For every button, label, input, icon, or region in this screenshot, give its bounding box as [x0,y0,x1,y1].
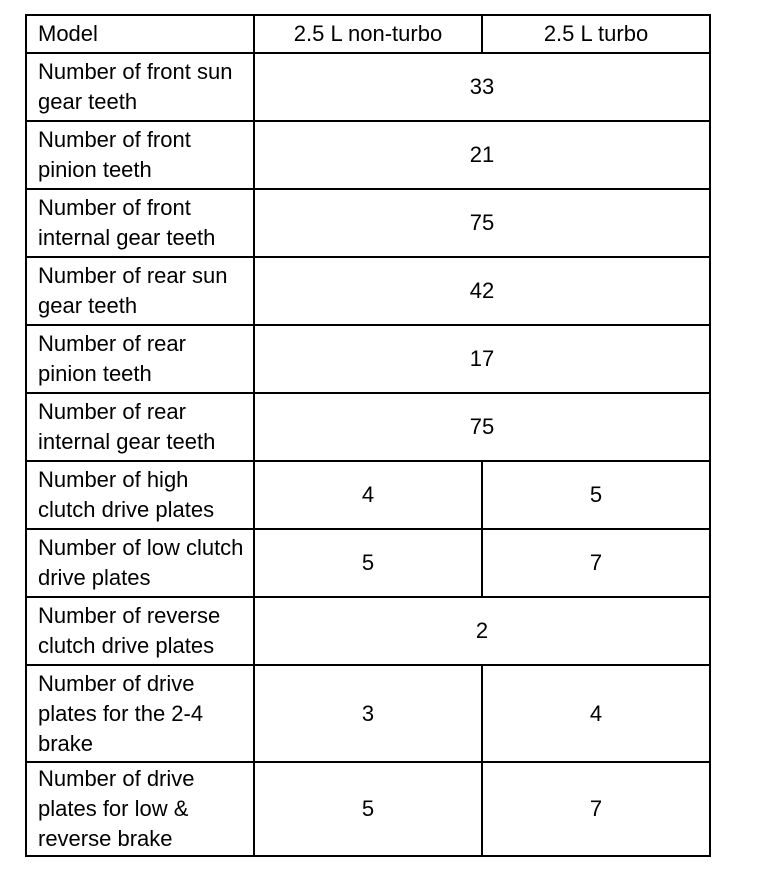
row-label: Number of drive plates for the 2-4 brake [26,665,254,762]
table-row [26,762,710,856]
row-label: Number of rear pinion teeth [26,325,254,393]
row-label: Number of reverse clutch drive plates [26,597,254,665]
row-value-non-turbo: 4 [254,461,482,529]
row-label: Number of rear sun gear teeth [26,257,254,325]
row-value-shared: 17 [254,325,710,393]
row-value-non-turbo: 3 [254,665,482,762]
row-value-turbo: 7 [482,529,710,597]
table-row [26,189,710,257]
gear-spec-table [25,14,711,857]
table-row [26,257,710,325]
row-label: Number of high clutch drive plates [26,461,254,529]
row-label: Number of front sun gear teeth [26,53,254,121]
row-value-turbo: 7 [482,762,710,856]
row-value-shared: 75 [254,189,710,257]
row-label: Number of front internal gear teeth [26,189,254,257]
row-label: Number of front pinion teeth [26,121,254,189]
row-value-non-turbo: 5 [254,529,482,597]
header-turbo: 2.5 L turbo [482,15,710,53]
table-row [26,665,710,762]
table-row [26,121,710,189]
row-value-turbo: 4 [482,665,710,762]
table-row [26,597,710,665]
row-value-turbo: 5 [482,461,710,529]
table-row [26,393,710,461]
row-value-non-turbo: 5 [254,762,482,856]
row-label: Number of drive plates for low & reverse brake [26,762,254,856]
row-value-shared: 42 [254,257,710,325]
header-model: Model [26,15,254,53]
header-row [26,15,710,53]
row-label: Number of rear internal gear teeth [26,393,254,461]
table-row [26,529,710,597]
table-row [26,461,710,529]
table-row [26,53,710,121]
row-value-shared: 21 [254,121,710,189]
table-row [26,325,710,393]
row-label: Number of low clutch drive plates [26,529,254,597]
header-non-turbo: 2.5 L non-turbo [254,15,482,53]
row-value-shared: 33 [254,53,710,121]
row-value-shared: 75 [254,393,710,461]
row-value-shared: 2 [254,597,710,665]
